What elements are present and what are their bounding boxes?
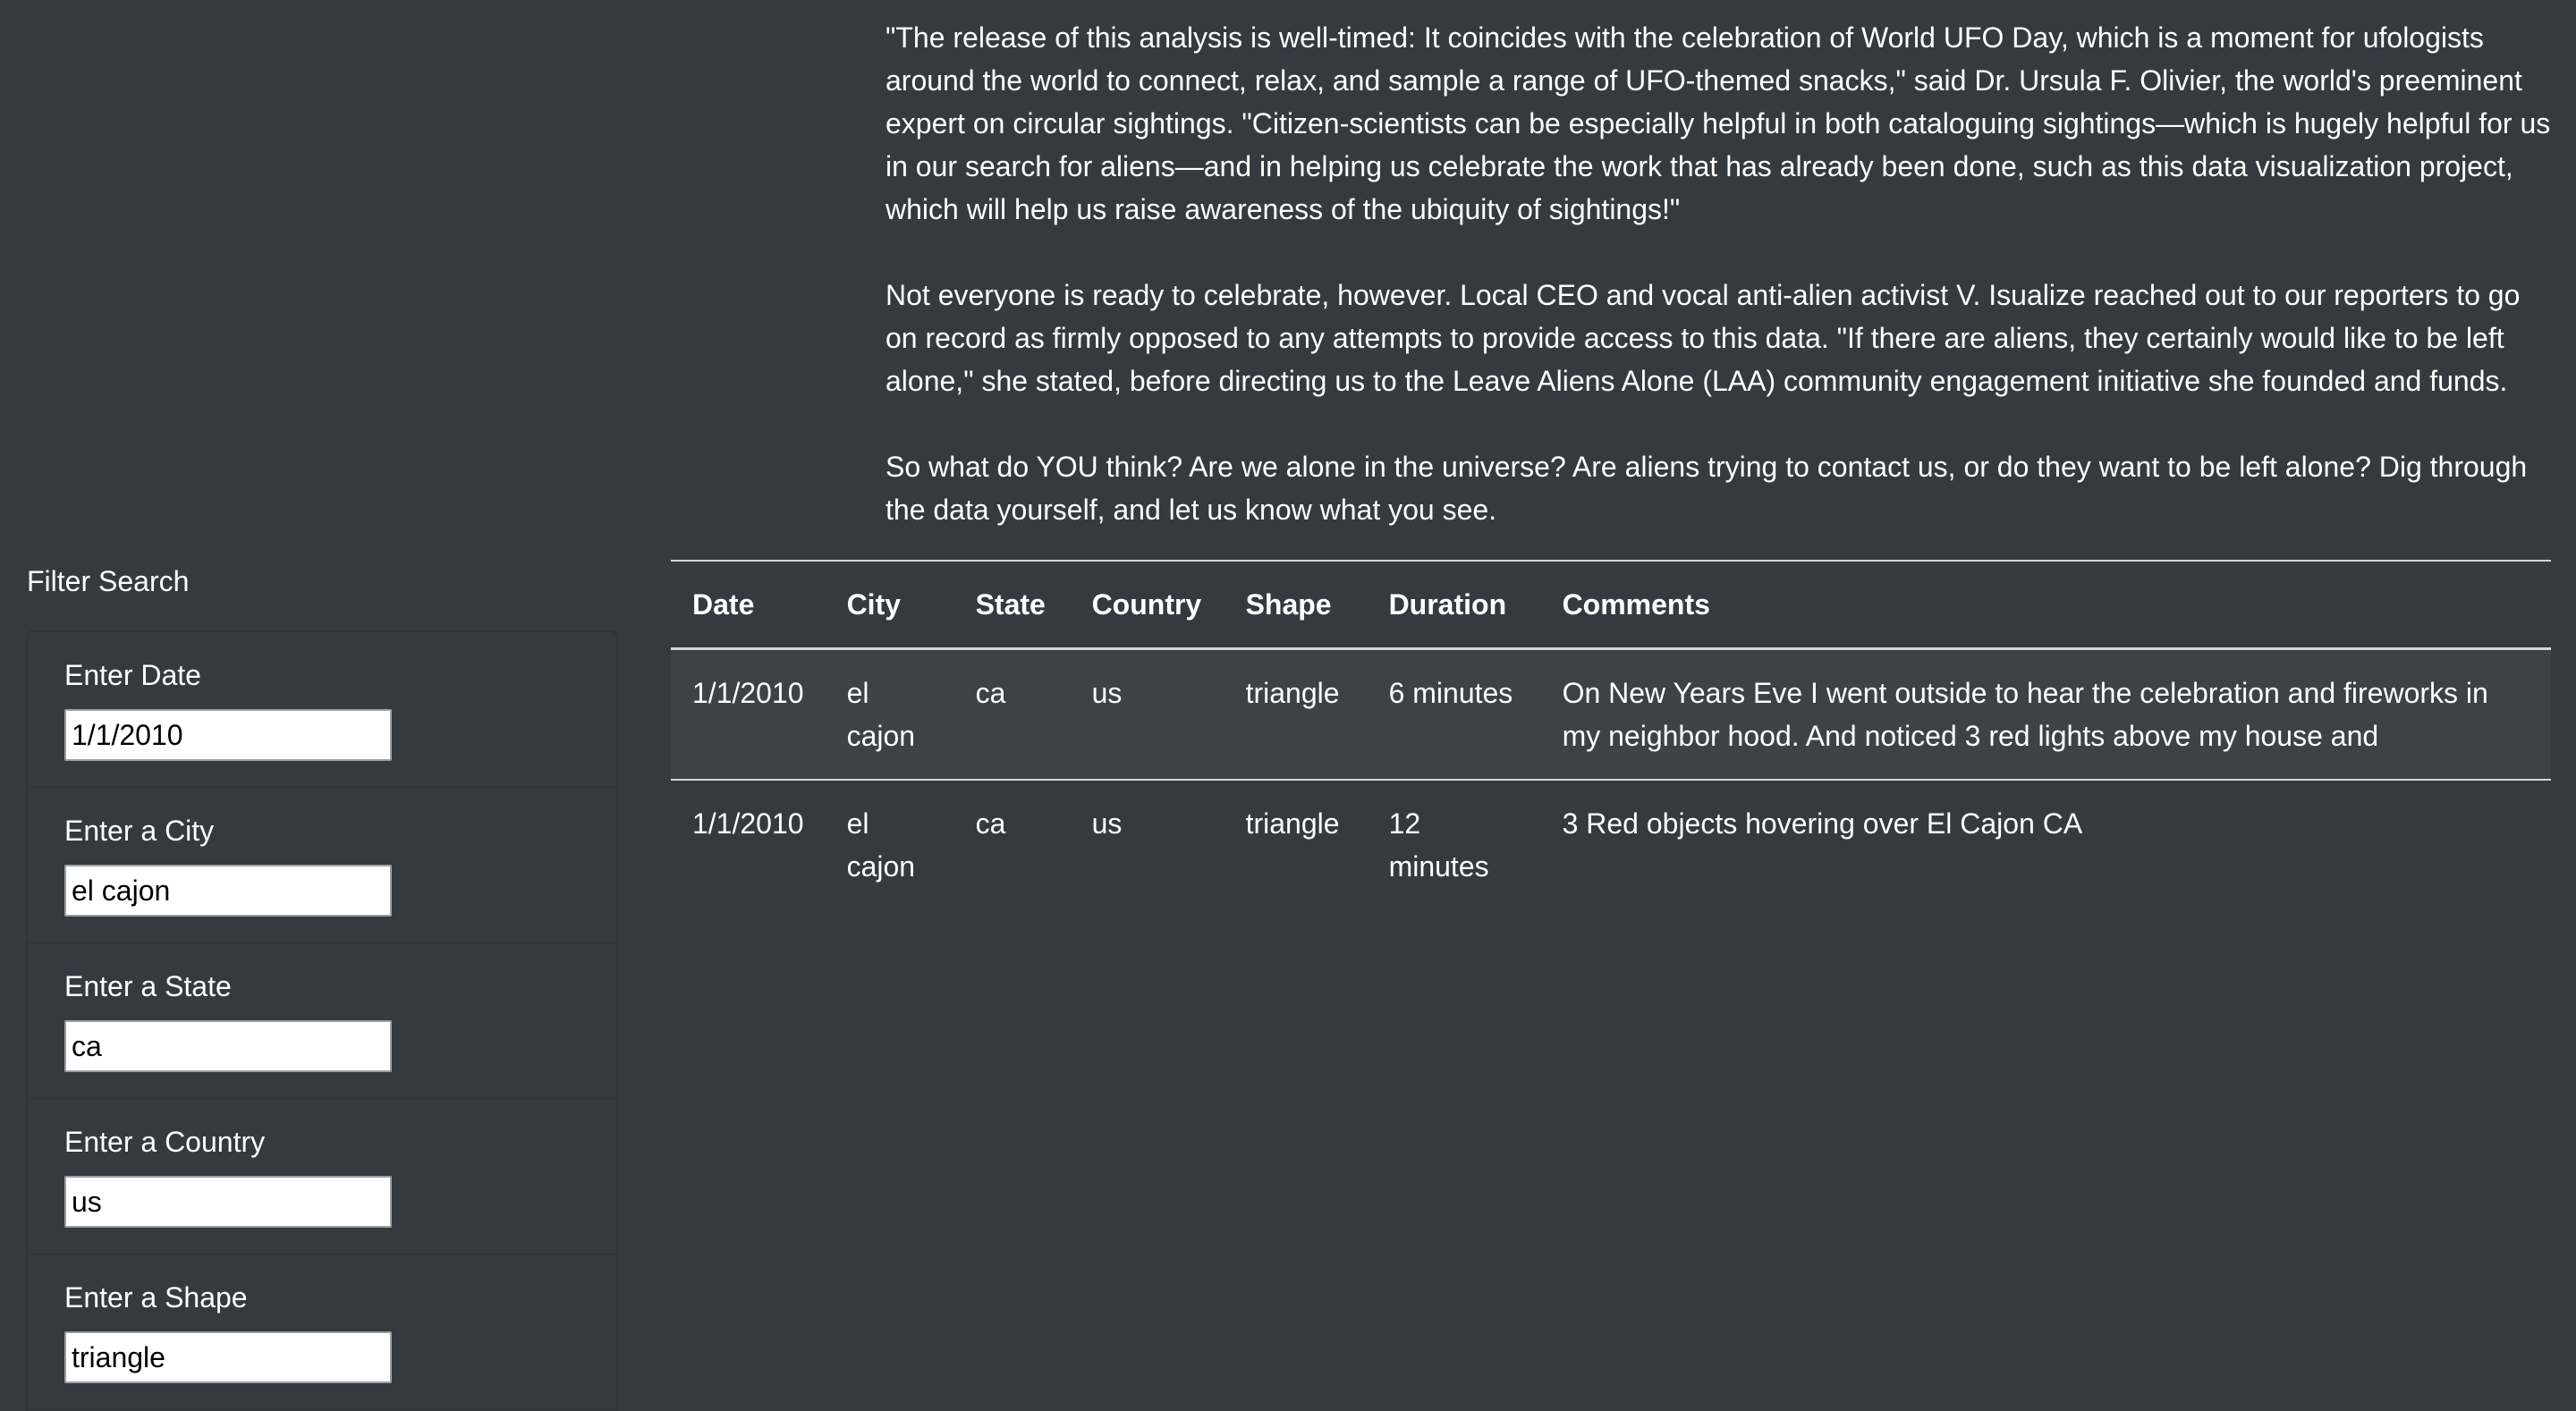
filter-item-country [28, 1099, 616, 1255]
filter-search-title: Filter Search [27, 565, 190, 597]
ufo-sightings-table [671, 560, 2551, 909]
header-date: Date [692, 588, 755, 621]
header-shape: Shape [1245, 588, 1332, 621]
cell-comments: 3 Red objects hovering over El Cajon CA [1562, 807, 2083, 840]
cell-country: us [1091, 807, 1123, 840]
cell-city: el cajon [846, 807, 916, 883]
article-paragraph-1: "The release of this analysis is well-timed: It coincides with the celebration of World UFO Day, which is a moment for ufologists around the world to connect, relax, and sample a range of UFO-themed snacks," said Dr. Ursula F. Olivier, the world's preeminent expert on circular sightings. "Citizen-scientists can be especially helpful in both cataloguing sightings—which is hugely helpful for us in our search for aliens—and in helping us celebrate the work that has already been done, such as this data visualization project, which will help us raise awareness of the ubiquity of sightings!" [886, 21, 2551, 225]
city-input[interactable] [64, 865, 392, 917]
cell-shape: triangle [1245, 677, 1340, 709]
shape-label: Enter a Shape [64, 1281, 248, 1314]
header-duration: Duration [1388, 588, 1507, 621]
filter-item-date [28, 632, 616, 788]
filter-item-city [28, 788, 616, 943]
country-input[interactable] [64, 1176, 392, 1228]
table-body [671, 649, 2551, 910]
filter-item-state [28, 943, 616, 1099]
state-label: Enter a State [64, 970, 232, 1002]
table-row [671, 649, 2551, 781]
cell-date: 1/1/2010 [692, 807, 804, 840]
header-city: City [846, 588, 902, 621]
filter-item-shape [28, 1255, 616, 1410]
table-row [671, 780, 2551, 909]
cell-city: el cajon [846, 677, 916, 752]
table-header-row [671, 561, 2551, 649]
cell-shape: triangle [1245, 807, 1340, 840]
cell-comments: On New Years Eve I went outside to hear the celebration and fireworks in my neighbor hood. And noticed 3 red lights above my house and [1562, 677, 2488, 752]
date-input[interactable] [64, 709, 392, 761]
filter-panel [27, 631, 617, 1411]
header-comments: Comments [1562, 588, 1710, 621]
table-header [671, 561, 2551, 649]
cell-duration: 12 minutes [1388, 807, 1489, 883]
article [886, 16, 2555, 574]
cell-date: 1/1/2010 [692, 677, 804, 709]
city-label: Enter a City [64, 815, 215, 847]
date-label: Enter Date [64, 659, 201, 691]
ufo-table-container [671, 560, 2551, 909]
article-paragraph-2: Not everyone is ready to celebrate, however. Local CEO and vocal anti-alien activist V. Isualize reached out to our reporters to go on record as firmly opposed to any attempts to provide access to this data. "If there are aliens, they certainly would like to be left alone," she stated, before directing us to the Leave Aliens Alone (LAA) community engagement initiative she founded and funds. [886, 279, 2521, 397]
cell-country: us [1091, 677, 1123, 709]
cell-state: ca [975, 677, 1006, 709]
header-state: State [975, 588, 1046, 621]
state-input[interactable] [64, 1020, 392, 1072]
cell-state: ca [975, 807, 1006, 840]
country-label: Enter a Country [64, 1126, 266, 1158]
cell-duration: 6 minutes [1388, 677, 1513, 709]
article-paragraph-3: So what do YOU think? Are we alone in the universe? Are aliens trying to contact us, or do they want to be left alone? Dig through the data yourself, and let us know what you see. [886, 451, 2528, 526]
shape-input[interactable] [64, 1331, 392, 1383]
header-country: Country [1091, 588, 1202, 621]
